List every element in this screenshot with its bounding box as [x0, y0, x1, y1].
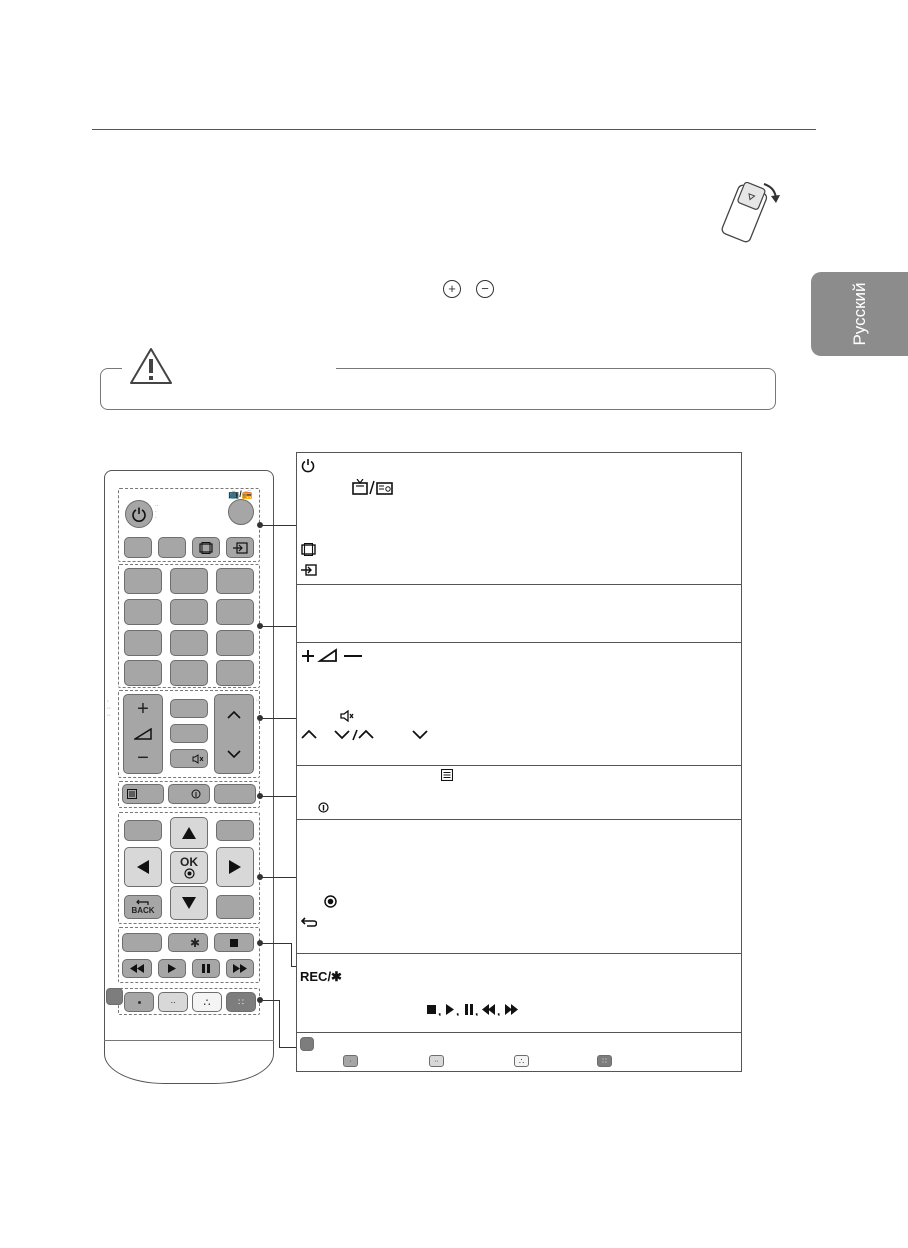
- language-tab-label: Русский: [849, 282, 869, 346]
- rewind-button[interactable]: [122, 959, 152, 978]
- back-button[interactable]: [124, 895, 162, 919]
- connector-7a: [260, 1000, 280, 1001]
- connector-3: [260, 718, 296, 719]
- nav-down-button[interactable]: [170, 886, 208, 920]
- middle-button-1[interactable]: [170, 699, 208, 718]
- nav-up-button[interactable]: [170, 817, 208, 849]
- panel-back-icon: [301, 917, 317, 928]
- color-key-green[interactable]: ∙∙: [158, 992, 188, 1012]
- color-key-red[interactable]: [124, 992, 154, 1012]
- channel-down-icon: [226, 749, 242, 759]
- number-button-1[interactable]: [124, 568, 162, 594]
- fast-forward-icon: [233, 964, 247, 973]
- connector-4: [260, 796, 296, 797]
- legend-key-green: ··: [429, 1055, 444, 1067]
- channel-dots: ∙∙: [256, 697, 260, 704]
- connector-dot-7: [257, 997, 263, 1003]
- stop-button[interactable]: [214, 933, 254, 952]
- connector-1: [260, 525, 296, 526]
- connector-5: [260, 877, 296, 878]
- nav-right-button[interactable]: [216, 847, 254, 887]
- back-label: BACK: [131, 906, 155, 915]
- tv-radio-button[interactable]: [228, 499, 254, 525]
- teletext-button[interactable]: [122, 784, 164, 804]
- volume-icon: [134, 728, 152, 740]
- info-button[interactable]: [168, 784, 210, 804]
- panel-playback-icons: [427, 1003, 523, 1016]
- connector-dot-4: [257, 793, 263, 799]
- panel-tv-radio-icon: [352, 479, 394, 495]
- volume-dots: ∙ ∙∙ ∙∙: [107, 698, 111, 719]
- section-divider-2: [296, 642, 742, 643]
- panel-color-key-icon: [300, 1037, 314, 1051]
- panel-ok-icon: [324, 895, 337, 908]
- power-button[interactable]: [125, 500, 153, 528]
- arrow-up-icon: [180, 824, 198, 842]
- legend-key-blue: ∷: [597, 1055, 612, 1067]
- remote-button-b3[interactable]: [214, 784, 256, 804]
- svg-text:,: ,: [475, 1004, 479, 1016]
- teletext-icon: [127, 789, 137, 799]
- volume-down-icon: −: [137, 746, 149, 769]
- nav-corner-button-tr[interactable]: [216, 820, 254, 841]
- svg-text:,: ,: [456, 1004, 460, 1016]
- number-button-5[interactable]: [170, 599, 208, 625]
- channel-up-icon: [226, 710, 242, 720]
- volume-rocker[interactable]: [123, 694, 163, 774]
- connector-6a: [260, 943, 292, 944]
- number-button-12[interactable]: [216, 660, 254, 686]
- connector-dot-3: [257, 715, 263, 721]
- section-divider-5: [296, 953, 742, 954]
- tv-radio-label-small: 📺/📻: [228, 489, 253, 499]
- connector-7c: [279, 1047, 296, 1048]
- info-icon: [191, 789, 201, 799]
- playback-button-1[interactable]: [122, 933, 162, 952]
- panel-input-icon: [301, 564, 317, 576]
- rec-icon: ✱: [189, 935, 201, 950]
- panel-info-icon: [318, 802, 329, 813]
- number-button-4[interactable]: [124, 599, 162, 625]
- section-divider-1: [296, 584, 742, 585]
- panel-power-icon: [301, 458, 315, 473]
- play-button[interactable]: [158, 959, 186, 978]
- section-divider-3: [296, 765, 742, 766]
- ok-button[interactable]: [170, 851, 208, 884]
- back-icon: [136, 899, 150, 906]
- number-button-2[interactable]: [170, 568, 208, 594]
- stop-icon: [230, 939, 238, 947]
- connector-dot-5: [257, 874, 263, 880]
- number-button-10[interactable]: [124, 660, 162, 686]
- panel-rec-label: REC/✱: [300, 969, 342, 984]
- power-dots: ∙∙ ∙ ∙: [155, 503, 159, 521]
- pause-button[interactable]: [192, 959, 220, 978]
- legend-key-yellow: ∴: [514, 1055, 529, 1067]
- nav-corner-button-br[interactable]: [216, 895, 254, 919]
- panel-mute-icon: [340, 710, 354, 722]
- volume-up-icon: +: [137, 698, 149, 721]
- minus-circle-icon: −: [476, 280, 494, 298]
- input-icon: [232, 542, 248, 554]
- connector-dot-1: [257, 522, 263, 528]
- panel-volume-icons: [300, 647, 368, 665]
- connector-dot-6: [257, 940, 263, 946]
- remote-bottom-line: [104, 1040, 274, 1041]
- section-divider-4: [296, 819, 742, 820]
- number-button-3[interactable]: [216, 568, 254, 594]
- panel-channel-icons: [301, 728, 441, 742]
- legend-key-red: ·: [343, 1055, 358, 1067]
- rec-button[interactable]: [168, 933, 208, 952]
- nav-corner-button-tl[interactable]: [124, 820, 162, 841]
- panel-teletext-icon: [441, 769, 453, 781]
- caution-box: [100, 368, 776, 410]
- input-button[interactable]: [226, 537, 254, 558]
- remote-button-a2[interactable]: [158, 537, 186, 558]
- play-icon: [168, 964, 176, 973]
- arrow-left-icon: [134, 858, 152, 876]
- language-tab[interactable]: [811, 272, 908, 356]
- connector-7b: [279, 1000, 280, 1048]
- mute-button[interactable]: [170, 749, 208, 768]
- ok-icon: [184, 868, 195, 879]
- connector-2: [260, 626, 296, 627]
- number-button-0[interactable]: [170, 660, 208, 686]
- number-button-6[interactable]: [216, 599, 254, 625]
- svg-text:,: ,: [438, 1004, 442, 1016]
- plus-circle-icon: +: [443, 280, 461, 298]
- color-key-blue[interactable]: ∷: [226, 992, 256, 1012]
- arrow-right-icon: [226, 858, 244, 876]
- connector-6b: [291, 943, 292, 967]
- middle-button-2[interactable]: [170, 724, 208, 743]
- nav-left-button[interactable]: [124, 847, 162, 887]
- connector-dot-2: [257, 623, 263, 629]
- number-button-8[interactable]: [170, 630, 208, 656]
- fast-forward-button[interactable]: [226, 959, 254, 978]
- battery-cover-icon: [716, 178, 786, 244]
- header-rule: [92, 129, 816, 130]
- color-key-yellow[interactable]: ∴: [192, 992, 222, 1012]
- section-divider-6: [296, 1032, 742, 1033]
- remote-button-a1[interactable]: [124, 537, 152, 558]
- ok-label: OK: [180, 855, 198, 869]
- description-panel: [296, 452, 742, 1072]
- number-button-7[interactable]: [124, 630, 162, 656]
- ratio-icon: [199, 542, 213, 554]
- channel-rocker[interactable]: [214, 694, 254, 774]
- number-button-9[interactable]: [216, 630, 254, 656]
- mute-icon: [192, 754, 204, 764]
- rewind-icon: [130, 964, 144, 973]
- warning-triangle-icon: [128, 346, 174, 386]
- arrow-down-icon: [180, 894, 198, 912]
- color-key-icon: [106, 988, 123, 1005]
- pause-icon: [202, 964, 210, 973]
- ratio-button[interactable]: [192, 537, 220, 558]
- power-icon: [131, 506, 147, 522]
- svg-text:,: ,: [497, 1004, 501, 1016]
- panel-ratio-icon: [301, 543, 316, 556]
